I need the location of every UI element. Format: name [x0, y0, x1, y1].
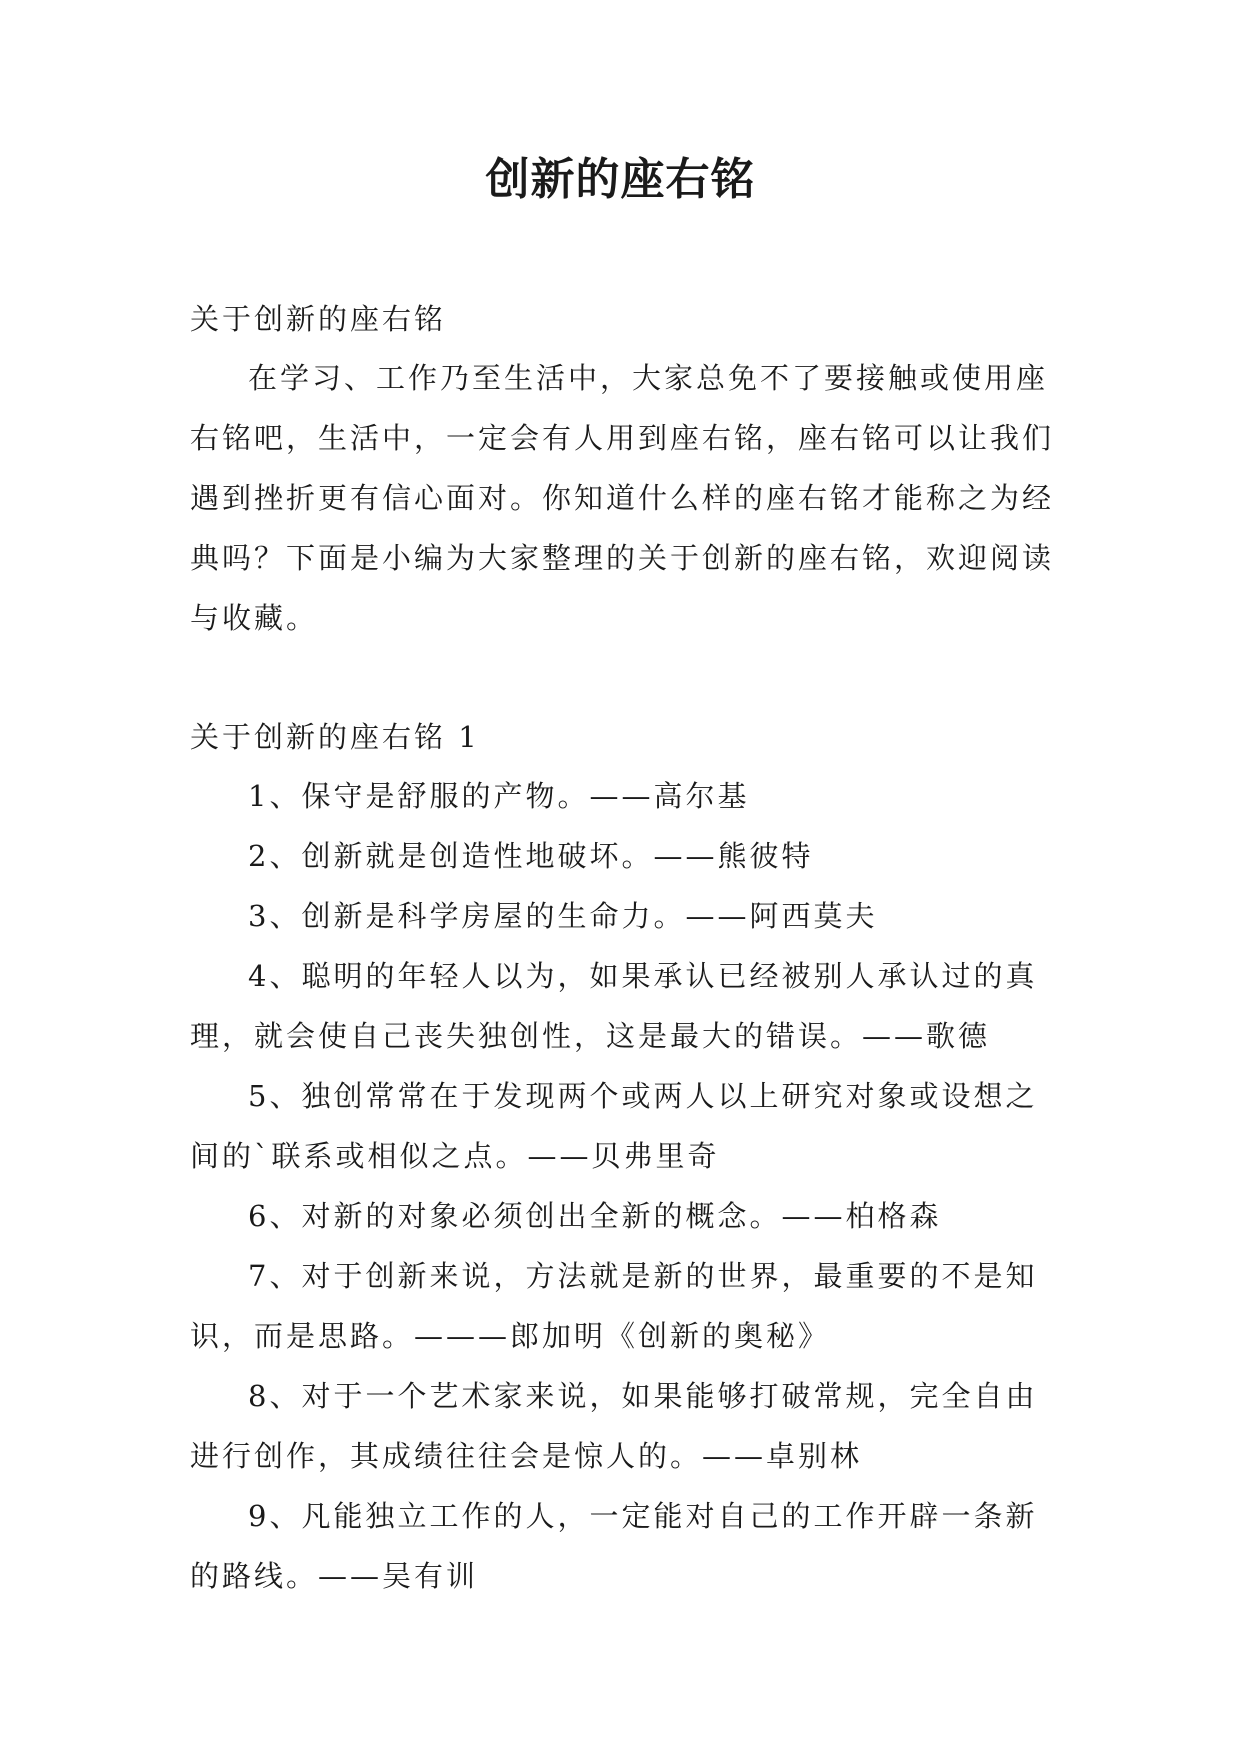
quote-item: 1、保守是舒服的产物。——高尔基: [248, 779, 750, 813]
document-body: [190, 290, 1060, 1606]
quote-item: 4、聪明的年轻人以为，如果承认已经被别人承认过的真理，就会使自己丧失独创性，这是最大的错误。——歌德: [190, 959, 1038, 1053]
intro-paragraph: 在学习、工作乃至生活中，大家总免不了要接触或使用座右铭吧，生活中，一定会有人用到座右铭，座右铭可以让我们遇到挫折更有信心面对。你知道什么样的座右铭才能称之为经典吗？下面是小编为大家整理的关于创新的座右铭，欢迎阅读与收藏。: [190, 361, 1055, 635]
intro-heading: 关于创新的座右铭: [190, 302, 447, 336]
quote-item: 9、凡能独立工作的人，一定能对自己的工作开辟一条新的路线。——吴有训: [190, 1499, 1038, 1593]
quote-item: 3、创新是科学房屋的生命力。——阿西莫夫: [248, 899, 878, 933]
quote-item: 2、创新就是创造性地破坏。——熊彼特: [248, 839, 814, 873]
quote-item: 8、对于一个艺术家来说，如果能够打破常规，完全自由进行创作，其成绩往往会是惊人的。——卓别林: [190, 1379, 1038, 1473]
page-title: 创新的座右铭: [485, 154, 756, 205]
quote-item: 5、独创常常在于发现两个或两人以上研究对象或设想之间的`联系或相似之点。——贝弗里奇: [190, 1079, 1038, 1173]
section-spacer: [190, 648, 1060, 708]
quote-item: 6、对新的对象必须创出全新的概念。——柏格森: [248, 1199, 942, 1233]
section-heading: 关于创新的座右铭 1: [190, 720, 480, 754]
quote-item: 7、对于创新来说，方法就是新的世界，最重要的不是知识，而是思路。———郎加明《创新的奥秘》: [190, 1259, 1038, 1353]
